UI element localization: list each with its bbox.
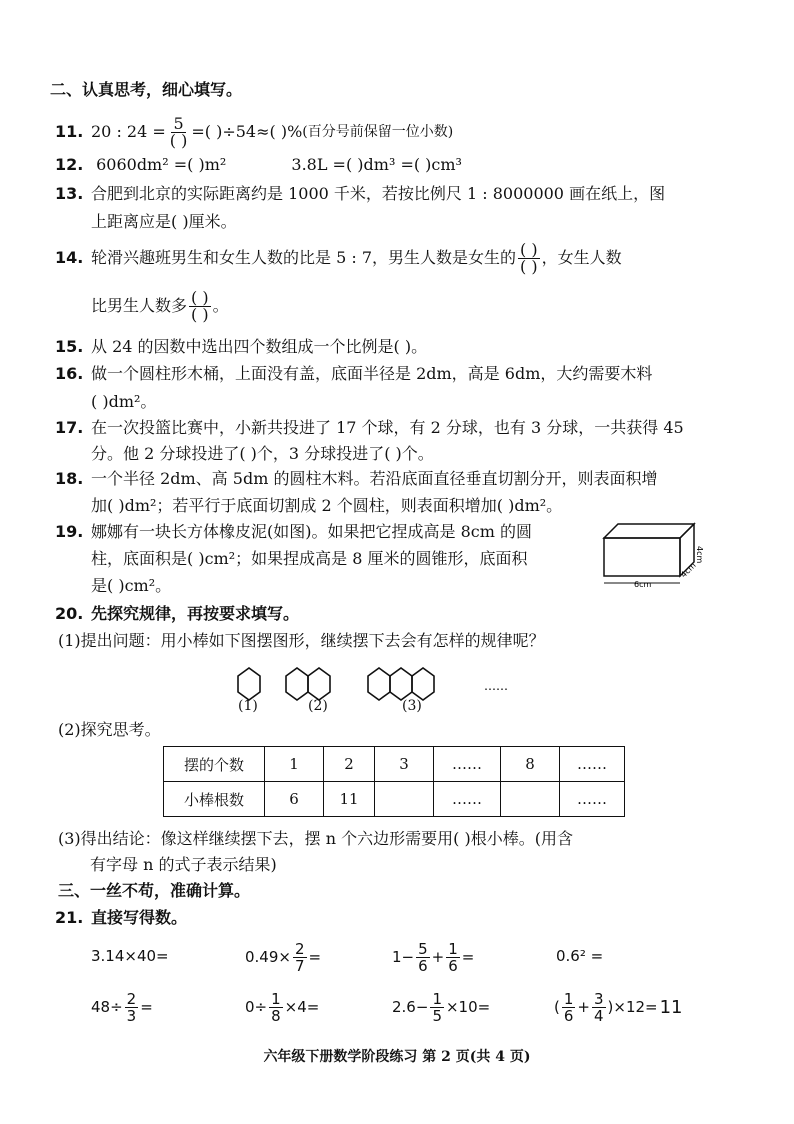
hexagon-fig2-a bbox=[286, 668, 308, 700]
table-cell: …… bbox=[560, 747, 625, 782]
pattern-table bbox=[163, 746, 625, 817]
calc-3-a: 1− bbox=[392, 948, 415, 966]
q12-part-b: 3.8L =( )dm³ =( )cm³ bbox=[291, 155, 462, 174]
calc-8-den1: 6 bbox=[563, 1006, 574, 1025]
q11-number: 11. bbox=[55, 122, 84, 141]
table-cell-blank[interactable] bbox=[501, 782, 560, 817]
q14-fraction-1 bbox=[518, 239, 540, 276]
calc-5-num: 2 bbox=[126, 989, 137, 1008]
calc-8-den2: 4 bbox=[593, 1006, 604, 1025]
calc-6-fraction bbox=[269, 991, 283, 1024]
q20-number: 20. bbox=[55, 604, 84, 623]
calc-3 bbox=[392, 937, 474, 977]
q14-line1: 轮滑兴趣班男生和女生人数的比是 5 : 7，男生人数是女生的 bbox=[91, 248, 517, 267]
question-14 bbox=[55, 238, 622, 278]
calc-8-a: ( bbox=[554, 998, 560, 1016]
calc-1: 3.14×40= bbox=[91, 947, 169, 965]
q21-number: 21. bbox=[55, 908, 84, 927]
section-2-title: 二、认真思考，细心填写。 bbox=[50, 80, 243, 99]
question-12 bbox=[55, 155, 462, 175]
calc-2-a: 0.49× bbox=[245, 948, 291, 966]
q12-part-a: 6060dm² =( )m² bbox=[96, 155, 227, 174]
calc-7-a: 2.6− bbox=[392, 998, 429, 1016]
fig-label-2: (2) bbox=[308, 698, 328, 714]
table-row bbox=[164, 747, 625, 782]
q19-line2: 柱，底面积是( )cm²；如果捏成高是 8 厘米的圆锥形，底面积 bbox=[91, 549, 528, 568]
calc-8-b: )×12= bbox=[607, 998, 658, 1016]
question-16 bbox=[55, 364, 652, 384]
hexagon-pattern-figure bbox=[228, 656, 528, 712]
question-20 bbox=[55, 604, 299, 624]
q12-number: 12. bbox=[55, 155, 84, 174]
question-15 bbox=[55, 337, 427, 357]
q19-line1: 娜娜有一块长方体橡皮泥(如图)。如果把它捏成高是 8cm 的圆 bbox=[91, 522, 532, 541]
table-cell: 2 bbox=[324, 747, 375, 782]
q11-rest: =( )÷54≈( )% bbox=[191, 122, 303, 141]
table-row bbox=[164, 782, 625, 817]
q16-line1: 做一个圆柱形木桶，上面没有盖，底面半径是 2dm，高是 6dm，大约需要木料 bbox=[91, 364, 653, 383]
question-18 bbox=[55, 469, 657, 489]
calc-8-fraction-2 bbox=[592, 991, 606, 1024]
calc-5-a: 48÷ bbox=[91, 998, 123, 1016]
q14-line2-text: 比男生人数多 bbox=[91, 296, 188, 315]
q20-title: 先探究规律，再按要求填写。 bbox=[91, 604, 300, 623]
q14-line1-end: ，女生人数 bbox=[541, 248, 622, 267]
q14-fraction-2 bbox=[189, 287, 211, 324]
calc-6 bbox=[245, 987, 319, 1027]
calc-6-b: ×4= bbox=[284, 998, 320, 1016]
table-cell: 11 bbox=[324, 782, 375, 817]
q14-f2-numerator: ( ) bbox=[191, 287, 209, 307]
q18-line1: 一个半径 2dm、高 5dm 的圆柱木料。若沿底面直径垂直切割分开，则表面积增 bbox=[91, 469, 658, 488]
calc-8 bbox=[554, 987, 683, 1027]
calc-3-b: = bbox=[461, 948, 475, 966]
calc-8-num1: 1 bbox=[563, 989, 574, 1008]
calc-5-fraction bbox=[125, 991, 139, 1024]
q14-line2 bbox=[91, 286, 229, 326]
calc-3-den2: 6 bbox=[448, 956, 458, 975]
table-cell: 1 bbox=[265, 747, 324, 782]
calc-3-op: + bbox=[431, 948, 445, 966]
calc-2-den: 7 bbox=[294, 956, 305, 975]
calc-7-fraction bbox=[430, 991, 444, 1024]
fig-label-1: (1) bbox=[238, 698, 258, 714]
q14-f1-numerator: ( ) bbox=[520, 239, 538, 259]
cuboid-top bbox=[604, 524, 694, 538]
q16-number: 16. bbox=[55, 364, 84, 383]
question-13 bbox=[55, 184, 665, 204]
question-11 bbox=[55, 112, 453, 152]
q15-text: 从 24 的因数中选出四个数组成一个比例是( )。 bbox=[91, 337, 428, 356]
q20-part3-line2: 有字母 n 的式子表示结果) bbox=[90, 855, 277, 874]
cuboid-figure bbox=[598, 516, 713, 588]
q11-note: (百分号前保留一位小数) bbox=[302, 124, 454, 140]
q20-part3-line1: (3)得出结论：像这样继续摆下去，摆 n 个六边形需要用( )根小棒。(用含 bbox=[58, 829, 573, 848]
calc-7-b: ×10= bbox=[445, 998, 491, 1016]
q15-number: 15. bbox=[55, 337, 84, 356]
q11-ratio: 20 : 24 = bbox=[91, 122, 166, 141]
calc-5-den: 3 bbox=[126, 1006, 137, 1025]
calc-3-fraction-2 bbox=[446, 941, 460, 974]
page-footer: 六年级下册数学阶段练习 第 2 页(共 4 页) bbox=[263, 1049, 531, 1065]
calc-4: 0.6² = bbox=[556, 947, 604, 965]
q11-fraction bbox=[168, 113, 190, 150]
calc-2-b: = bbox=[308, 948, 322, 966]
q21-title: 直接写得数。 bbox=[91, 908, 188, 927]
cuboid-front bbox=[604, 538, 680, 576]
table-cell: …… bbox=[434, 782, 501, 817]
calc-7-num: 1 bbox=[432, 989, 442, 1008]
q17-line2: 分。他 2 分球投进了( )个，3 分球投进了( )个。 bbox=[91, 444, 434, 463]
calc-8-fraction-1 bbox=[562, 991, 576, 1024]
hexagon-fig3-a bbox=[368, 668, 390, 700]
calc-5 bbox=[91, 987, 153, 1027]
q13-line2: 上距离应是( )厘米。 bbox=[91, 212, 237, 231]
table-cell: 6 bbox=[265, 782, 324, 817]
q14-line2-end: 。 bbox=[212, 296, 229, 315]
table-header-count: 摆的个数 bbox=[164, 747, 265, 782]
q13-number: 13. bbox=[55, 184, 84, 203]
q20-part1: (1)提出问题：用小棒如下图摆图形，继续摆下去会有怎样的规律呢？ bbox=[58, 631, 545, 650]
calc-8-op: + bbox=[577, 998, 590, 1016]
q14-f2-denominator: ( ) bbox=[191, 304, 209, 324]
table-cell-blank[interactable] bbox=[375, 782, 434, 817]
q18-number: 18. bbox=[55, 469, 84, 488]
table-cell: …… bbox=[560, 782, 625, 817]
q14-number: 14. bbox=[55, 248, 84, 267]
calc-8-num2: 3 bbox=[593, 989, 604, 1008]
calc-7 bbox=[392, 987, 490, 1027]
pattern-ellipsis: …… bbox=[484, 679, 508, 693]
calc-6-den: 8 bbox=[271, 1006, 281, 1025]
q13-line1: 合肥到北京的实际距离约是 1000 千米，若按比例尺 1 : 8000000 画在纸上，图 bbox=[91, 184, 666, 203]
question-21 bbox=[55, 908, 187, 928]
calc-2-fraction bbox=[293, 941, 307, 974]
calc-2-num: 2 bbox=[294, 939, 305, 958]
q20-part2: (2)探究思考。 bbox=[58, 720, 161, 739]
calc-3-num2: 1 bbox=[448, 939, 458, 958]
calc-6-a: 0÷ bbox=[245, 998, 268, 1016]
question-19 bbox=[55, 522, 532, 542]
depth-label: 4cm bbox=[679, 560, 698, 580]
calc-3-num1: 5 bbox=[418, 939, 428, 958]
calc-3-den1: 6 bbox=[418, 956, 428, 975]
q19-line3: 是( )cm²。 bbox=[91, 576, 172, 595]
width-label: 6cm bbox=[634, 580, 652, 588]
q11-denominator: ( ) bbox=[169, 130, 188, 150]
q14-f1-denominator: ( ) bbox=[520, 256, 538, 276]
section-3-title: 三、一丝不苟，准确计算。 bbox=[58, 881, 251, 900]
question-17 bbox=[55, 418, 684, 438]
calc-2 bbox=[245, 937, 321, 977]
calc-5-b: = bbox=[140, 998, 153, 1016]
q17-number: 17. bbox=[55, 418, 84, 437]
calc-8-handwritten-answer: 11 bbox=[659, 996, 683, 1018]
table-cell: 3 bbox=[375, 747, 434, 782]
table-cell: 8 bbox=[501, 747, 560, 782]
fig-label-3: (3) bbox=[402, 698, 422, 714]
calc-7-den: 5 bbox=[432, 1006, 442, 1025]
calc-3-fraction-1 bbox=[416, 941, 430, 974]
q18-line2: 加( )dm²；若平行于底面切割成 2 个圆柱，则表面积增加( )dm²。 bbox=[91, 496, 563, 515]
q17-line1: 在一次投篮比赛中，小新共投进了 17 个球，有 2 分球，也有 3 分球，一共获得 45 bbox=[91, 418, 684, 437]
calc-6-num: 1 bbox=[271, 989, 281, 1008]
table-cell: …… bbox=[434, 747, 501, 782]
height-label: 4cm bbox=[695, 546, 704, 564]
q11-numerator: 5 bbox=[173, 113, 184, 133]
q19-number: 19. bbox=[55, 522, 84, 541]
table-header-sticks: 小棒根数 bbox=[164, 782, 265, 817]
q16-line2: ( )dm²。 bbox=[91, 392, 157, 411]
